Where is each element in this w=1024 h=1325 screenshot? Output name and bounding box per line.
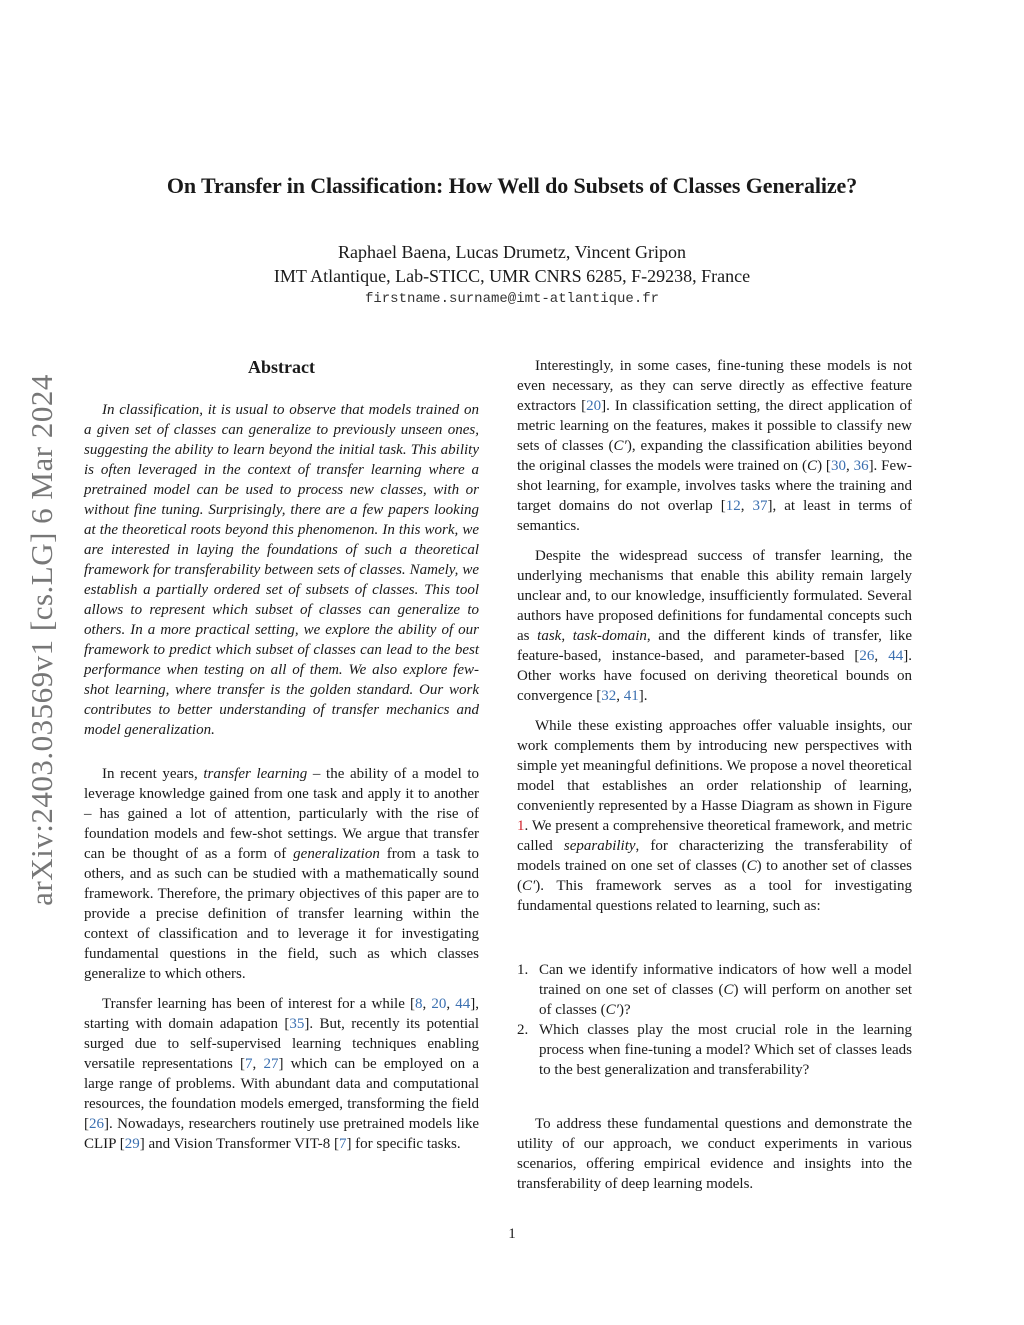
citation-link[interactable]: 27 bbox=[263, 1056, 279, 1072]
math-c: C bbox=[807, 458, 818, 474]
term-task: task bbox=[537, 628, 562, 644]
term-task-domain: task-domain bbox=[572, 628, 647, 644]
intro-paragraph-1: In recent years, transfer learning – the ability of a model to leverage knowledge gained from one task and apply it to another – has gained a lot of attention, particularly with the rise of foundation models and few-shot settings. We argue that transfer can be thought of as a form of generalization from a task to others, and as such can be studied with a mathematically sound framework. Therefore, the primary objectives of this paper are to provide a precise definition of transfer learning within the context of classification and to leverage it for investigating fundamental questions in the field, such as which classes generalize to which others. bbox=[84, 766, 480, 982]
math-c: C bbox=[723, 982, 734, 998]
arxiv-id: arXiv:2403.03569v1 [cs.LG] 6 Mar 2024 bbox=[24, 374, 59, 906]
math-c-prime: C′ bbox=[522, 878, 536, 894]
citation-link[interactable]: 44 bbox=[888, 648, 904, 664]
term-generalization: generalization bbox=[293, 846, 380, 862]
citation-link[interactable]: 35 bbox=[289, 1016, 305, 1032]
abstract-heading: Abstract bbox=[248, 357, 315, 377]
citation-link[interactable]: 12 bbox=[725, 498, 741, 514]
citation-link[interactable]: 29 bbox=[124, 1136, 140, 1152]
math-c-prime: C′ bbox=[613, 438, 627, 454]
citation-link[interactable]: 20 bbox=[431, 996, 447, 1012]
list-item: 2. Which classes play the most crucial role in the learning process when fine-tuning a model? Which set of classes leads to the best generalization and transferability? bbox=[517, 1022, 912, 1078]
intro-paragraph-4: Despite the widespread success of transfer learning, the underlying mechanisms that enable this ability remain largely unclear and, to our knowledge, insufficiently formulated. Several authors have proposed definitions for fundamental concepts such as task, task-domain, and the different kinds of transfer, like feature-based, instance-based, and parameter-based [26, 44]. Other works have focused on deriving theoretical bounds on convergence [32, 41]. bbox=[517, 548, 913, 704]
author-list: Raphael Baena, Lucas Drumetz, Vincent Gripon bbox=[338, 242, 686, 262]
citation-link[interactable]: 7 bbox=[338, 1136, 347, 1152]
figure-link[interactable]: 1 bbox=[517, 818, 525, 834]
citation-link[interactable]: 37 bbox=[752, 498, 768, 514]
citation-link[interactable]: 7 bbox=[244, 1056, 253, 1072]
intro-paragraph-3: Interestingly, in some cases, fine-tuning these models is not even necessary, as they can serve directly as effective feature extractors [20]. In classification setting, the direct application of metric learning on the features, makes it possible to classify new sets of classes (C′), expanding the classification abilities beyond the original classes the models were trained on (C) [30, 36]. Few-shot learning, for example, involves tasks where the training and target domains do not overlap [12, 37], at least in terms of semantics. bbox=[517, 358, 913, 534]
citation-link[interactable]: 20 bbox=[586, 398, 602, 414]
intro-paragraph-6: To address these fundamental questions and demonstrate the utility of our approach, we conduct experiments in various scenarios, offering empirical evidence and insights into the transferability of deep learning models. bbox=[517, 1116, 912, 1192]
paper-title: On Transfer in Classification: How Well do Subsets of Classes Generalize? bbox=[166, 173, 858, 198]
citation-link[interactable]: 30 bbox=[830, 458, 846, 474]
term-transfer-learning: transfer learning bbox=[203, 766, 308, 782]
author-email: firstname.surname@imt-atlantique.fr bbox=[364, 291, 660, 307]
math-separability: separability bbox=[563, 838, 636, 854]
math-c: C bbox=[746, 858, 757, 874]
left-column bbox=[84, 356, 479, 1164]
citation-link[interactable]: 41 bbox=[623, 688, 639, 704]
math-c-prime: C′ bbox=[605, 1002, 619, 1018]
question-list bbox=[517, 960, 912, 1080]
abstract-text: In classification, it is usual to observe that models trained on a given set of classes can generalize to previously unseen ones, suggesting the ability to learn beyond the initial task. This ability is often leveraged in the context of transfer learning where a pretrained model can be used to process new classes, with or without fine tuning. Surprisingly, there are a few papers looking at the theoretical roots beyond this phenomenon. In this work, we are interested in laying the foundations of such a theoretical framework for transferability between sets of classes. Namely, we establish a partially ordered set of subsets of classes. This tool allows to represent which subset of classes can generalize to others. In a more practical setting, we explore the ability of our framework to predict which subset of classes can lead to the best performance when testing on all of them. We also explore few-shot learning, where transfer is the golden standard. Our work contributes to better understanding of transfer mechanics and model generalization. bbox=[84, 402, 479, 738]
citation-link[interactable]: 26 bbox=[859, 648, 875, 664]
citation-link[interactable]: 32 bbox=[601, 688, 617, 704]
right-column bbox=[517, 356, 912, 1204]
citation-link[interactable]: 26 bbox=[89, 1116, 104, 1132]
page-number: 1 bbox=[508, 1226, 516, 1242]
citation-link[interactable]: 44 bbox=[455, 996, 471, 1012]
intro-paragraph-5: While these existing approaches offer valuable insights, our work complements them by introducing new perspectives with simple yet meaningful definitions. We propose a novel theoretical model that establishes an order relationship of learning, conveniently represented by a Hasse Diagram as shown in Figure 1. We present a comprehensive theoretical framework, and metric called separability, for characterizing the transferability of models trained on one set of classes (C) to another set of classes (C′). This framework serves as a tool for investigating fundamental questions related to learning, such as: bbox=[517, 718, 912, 914]
intro-paragraph-2: Transfer learning has been of interest for a while [8, 20, 44], starting with domain adapation [35]. But, recently its potential surged due to self-supervised learning techniques enabling versatile representations [7, 27] which can be employed on a large range of problems. With abundant data and computational resources, the foundation models emerged, transforming the field [26]. Nowadays, researchers routinely use pretrained models like CLIP [29] and Vision Transformer VIT-8 [7] for specific tasks. bbox=[84, 996, 480, 1152]
citation-link[interactable]: 8 bbox=[415, 996, 423, 1012]
affiliation: IMT Atlantique, Lab-STICC, UMR CNRS 6285, F-29238, France bbox=[273, 266, 751, 286]
list-item: 1. Can we identify informative indicators of how well a model trained on one set of classes (C) will perform on another set of classes (C′)? bbox=[517, 962, 913, 1018]
citation-link[interactable]: 36 bbox=[853, 458, 869, 474]
